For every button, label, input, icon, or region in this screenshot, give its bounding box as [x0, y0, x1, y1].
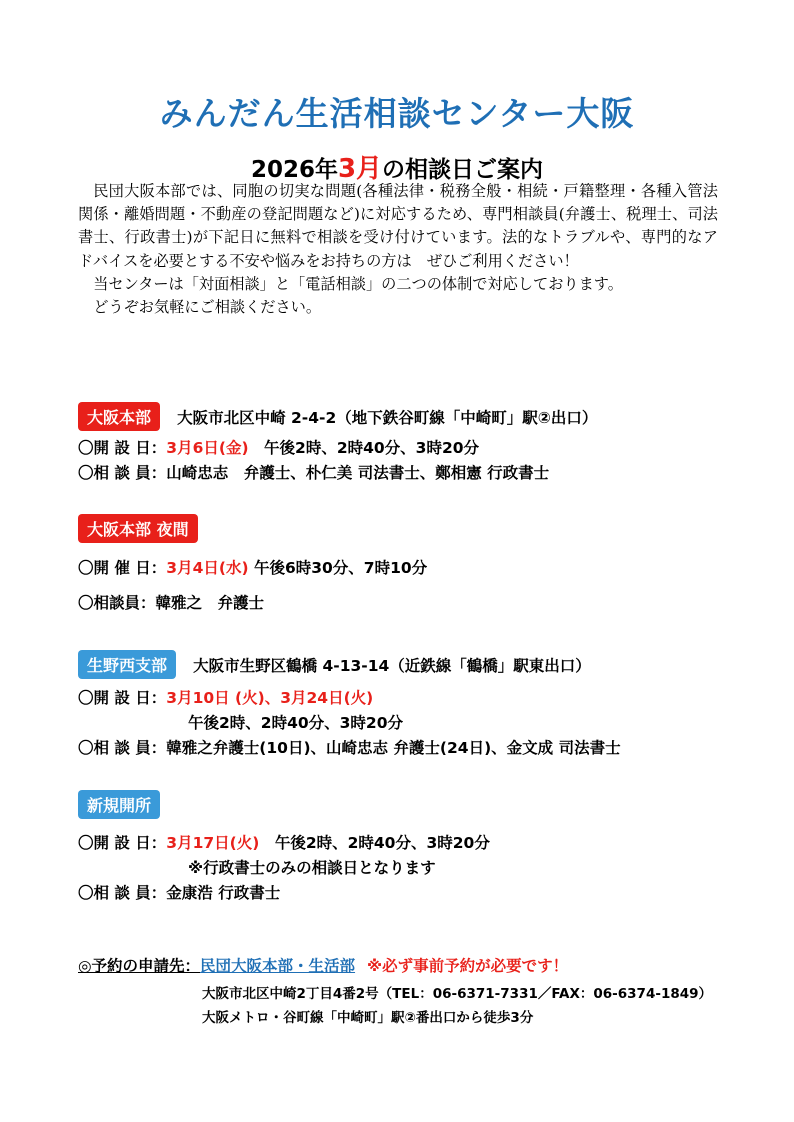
- section-ikuno-west-header: [78, 650, 591, 679]
- subtitle-month: 3月: [337, 154, 383, 184]
- intro-paragraph-1: 民団大阪本部では、同胞の切実な問題(各種法律・税務全般・相続・戸籍整理・各種入管法関係・離婚問題・不動産の登記問題など)に対応するため、専門相談員(弁護士、税理士、司法書士、行政書士)が下記日に無料で相談を受け付けています。法的なトラブルや、専門的なアドバイスを必要とする不安や悩みをお持ちの方は ぜひご利用ください！: [78, 182, 718, 270]
- section-badge: 大阪本部: [78, 402, 160, 431]
- intro-paragraph-2: 当センターは「対面相談」と「電話相談」の二つの体制で対応しております。: [93, 274, 623, 293]
- section-osaka-hq-staff: [78, 461, 549, 483]
- time-slots: 午後2時、2時40分、3時20分: [259, 834, 490, 852]
- date-label: 〇開 設 日：: [78, 439, 167, 457]
- staff-value: 山崎忠志 弁護士、朴仁美 司法書士、鄭相憲 行政書士: [166, 464, 550, 482]
- date-value: 3月17日(火): [166, 834, 260, 852]
- staff-value: 韓雅之弁護士(10日)、山崎忠志 弁護士(24日)、金文成 司法書士: [166, 739, 621, 757]
- reservation-warning: ※必ず事前予約が必要です！: [367, 957, 569, 975]
- staff-value: 韓雅之 弁護士: [155, 594, 265, 612]
- staff-label: 〇相 談 員：: [78, 464, 167, 482]
- contact-label: ◎予約の申請先：: [78, 957, 201, 975]
- contact-line: [78, 954, 568, 976]
- section-osaka-hq-header: [78, 402, 597, 431]
- section-new-office-date: [78, 831, 490, 853]
- staff-label: 〇相 談 員：: [78, 884, 167, 902]
- section-osaka-hq-night-header: [78, 514, 198, 543]
- time-slots: 午後2時、2時40分、3時20分: [248, 439, 480, 457]
- staff-label: 〇相 談 員：: [78, 739, 167, 757]
- section-ikuno-west-times: 午後2時、2時40分、3時20分: [188, 714, 403, 732]
- section-address: 大阪市生野区鶴橋 4-13-14（近鉄線「鶴橋」駅東出口）: [193, 657, 591, 675]
- date-value: 3月4日(水): [166, 559, 249, 577]
- section-osaka-hq-date: [78, 436, 479, 458]
- section-osaka-hq-night-date: [78, 556, 427, 578]
- section-ikuno-west-staff: [78, 736, 621, 758]
- section-osaka-hq-night-staff: [78, 591, 264, 613]
- contact-address: 大阪市北区中崎2丁目4番2号（TEL：06-6371-7331／FAX：06-6374-1849）: [202, 986, 713, 1002]
- section-badge: 大阪本部 夜間: [78, 514, 198, 543]
- intro-text: [78, 180, 718, 319]
- page-title: みんだん生活相談センター大阪: [159, 94, 635, 133]
- date-value: 3月6日(金): [166, 439, 249, 457]
- date-label: 〇開 催 日：: [78, 559, 167, 577]
- section-badge: 生野西支部: [78, 650, 176, 679]
- date-label: 〇開 設 日：: [78, 689, 167, 707]
- section-new-office-note: ※行政書士のみの相談日となります: [188, 859, 436, 877]
- contact-access: 大阪メトロ・谷町線「中崎町」駅②番出口から徒歩3分: [202, 1010, 534, 1026]
- subtitle-rest: の相談日ご案内: [382, 157, 544, 183]
- section-new-office-staff: [78, 881, 280, 903]
- section-ikuno-west-date: [78, 686, 373, 708]
- staff-label: 〇相談員：: [78, 594, 156, 612]
- date-label: 〇開 設 日：: [78, 834, 167, 852]
- contact-office-link[interactable]: 民団大阪本部・生活部: [200, 957, 356, 975]
- section-badge: 新規開所: [78, 790, 160, 819]
- section-address: 大阪市北区中崎 2-4-2（地下鉄谷町線「中崎町」駅②出口）: [177, 409, 598, 427]
- subtitle-year: 2026年: [250, 157, 338, 183]
- section-new-office-header: [78, 790, 160, 819]
- time-slots: 午後6時30分、7時10分: [248, 559, 428, 577]
- date-value: 3月10日 (火)、3月24日(火): [166, 689, 374, 707]
- staff-value: 金康浩 行政書士: [166, 884, 281, 902]
- intro-paragraph-3: どうぞお気軽にご相談ください。: [93, 298, 321, 317]
